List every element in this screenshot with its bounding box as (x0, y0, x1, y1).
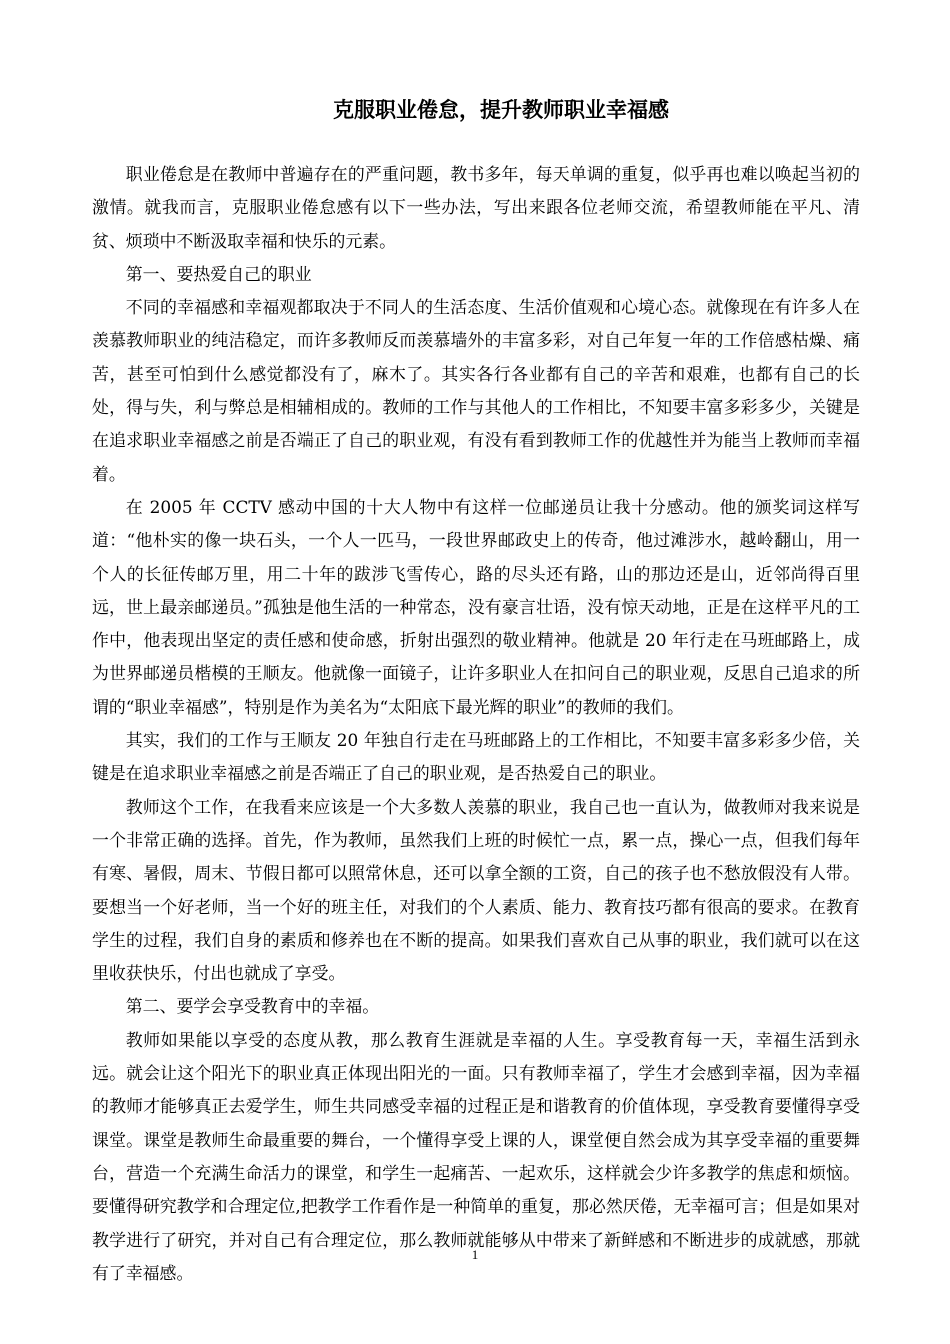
document-page (92, 90, 860, 1290)
page-number: 1 (471, 1247, 479, 1262)
paragraph-comparison: 其实，我们的工作与王顺友 20 年独自行走在马班邮路上的工作相比，不知要丰富多彩多少倍，关键是在追求职业幸福感之前是否端正了自己的职业观，是否热爱自己的职业。 (92, 730, 860, 784)
paragraph-postman-story: 在 2005 年 CCTV 感动中国的十大人物中有这样一位邮递员让我十分感动。他的颁奖词这样写道：“他朴实的像一块石头，一个人一匹马，一段世界邮政史上的传奇，他过滩涉水，越岭翻山，用一个人的长征传邮万里，用二十年的跋涉飞雪传心，路的尽头还有路，山的那边还是山，近邻尚得百里远，世上最亲邮递员。”孤独是他生活的一种常态，没有豪言壮语，没有惊天动地，正是在这样平凡的工作中，他表现出坚定的责任感和使命感，折射出强烈的敬业精神。他就是 20 年行走在马班邮路上，成为世界邮递员楷模的王顺友。他就像一面镜子，让许多职业人在扣问自己的职业观，反思自己追求的所谓的“职业幸福感”，特别是作为美名为“太阳底下最光辉的职业”的教师的我们。 (92, 496, 860, 717)
paragraph-happiness-views: 不同的幸福感和幸福观都取决于不同人的生活态度、生活价值观和心境心态。就像现在有许多人在羡慕教师职业的纯洁稳定，而许多教师反而羡慕墙外的丰富多彩，对自己年复一年的工作倍感枯燥、痛苦，甚至可怕到什么感觉都没有了，麻木了。其实各行各业都有自己的辛苦和艰难，也都有自己的长处，得与失，利与弊总是相辅相成的。教师的工作与其他人的工作相比，不知要丰富多彩多少，关键是在追求职业幸福感之前是否端正了自己的职业观，有没有看到教师工作的优越性并为能当上教师而幸福着。 (92, 297, 860, 484)
section-heading-1: 第一、要热爱自己的职业 (125, 263, 312, 284)
paragraph-teacher-job: 教师这个工作，在我看来应该是一个大多数人羡慕的职业，我自己也一直认为，做教师对我来说是一个非常正确的选择。首先，作为教师，虽然我们上班的时候忙一点，累一点，操心一点，但我们每年有寒、暑假，周末、节假日都可以照常休息，还可以拿全额的工资，自己的孩子也不愁放假没有人带。要想当一个好老师，当一个好的班主任，对我们的个人素质、能力、教育技巧都有很高的要求。在教育学生的过程，我们自身的素质和修养也在不断的提高。如果我们喜欢自己从事的职业，我们就可以在这里收获快乐，付出也就成了享受。 (92, 796, 860, 984)
section-heading-2: 第二、要学会享受教育中的幸福。 (125, 996, 380, 1017)
paragraph-intro: 职业倦怠是在教师中普遍存在的严重问题，教书多年，每天单调的重复，似乎再也难以唤起当初的激情。就我而言，克服职业倦怠感有以下一些办法，写出来跟各位老师交流，希望教师能在平凡、清贫、烦琐中不断汲取幸福和快乐的元素。 (92, 164, 860, 251)
document-title: 克服职业倦怠，提升教师职业幸福感 (333, 98, 669, 122)
paragraph-enjoy-teaching: 教师如果能以享受的态度从教，那么教育生涯就是幸福的人生。享受教育每一天，幸福生活到永远。就会让这个阳光下的职业真正体现出阳光的一面。只有教师幸福了，学生才会感到幸福，因为幸福的教师才能够真正去爱学生，师生共同感受幸福的过程正是和谐教育的价值体现，享受教育要懂得享受课堂。课堂是教师生命最重要的舞台，一个懂得享受上课的人，课堂便自然会成为其享受幸福的重要舞台，营造一个充满生命活力的课堂，和学生一起痛苦、一起欢乐，这样就会少许多教学的焦虑和烦恼。要懂得研究教学和合理定位,把教学工作看作是一种简单的重复，那必然厌倦，无幸福可言；但是如果对教学进行了研究，并对自己有合理定位，那么教师就能够从中带来了新鲜感和不断进步的成就感，那就有了幸福感。 (92, 1029, 860, 1283)
